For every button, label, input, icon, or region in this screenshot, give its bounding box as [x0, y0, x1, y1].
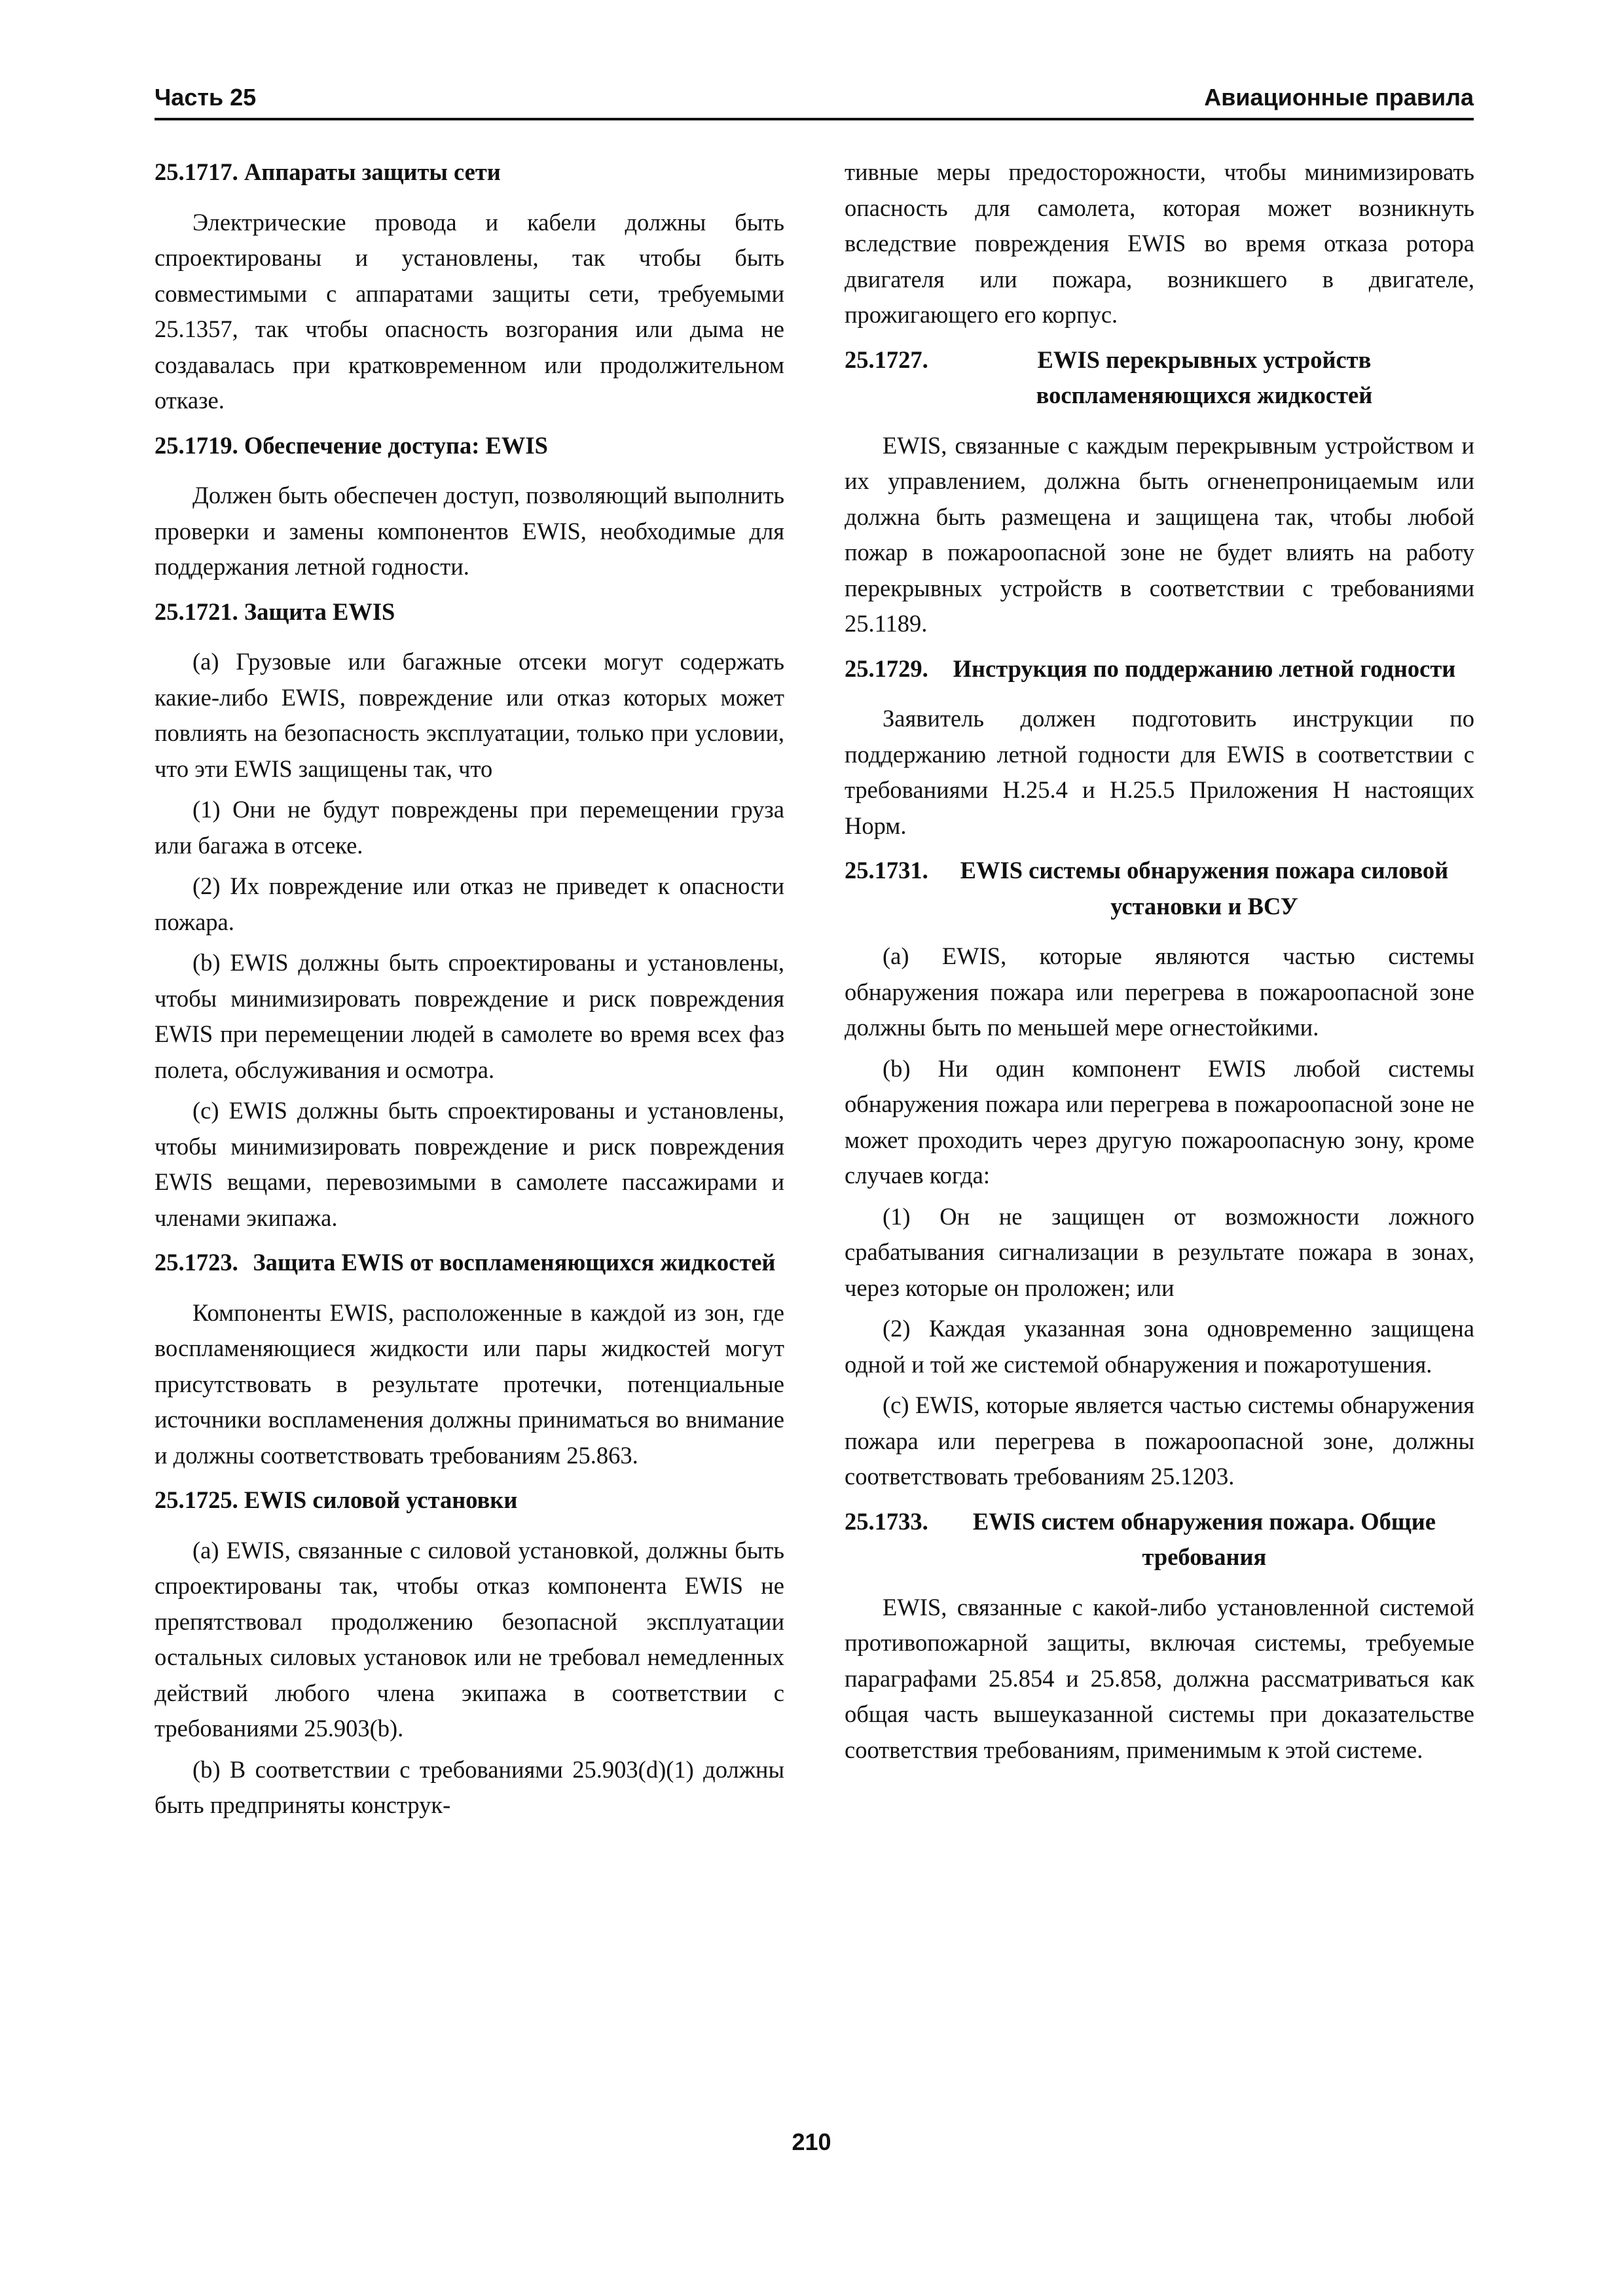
section-title: EWIS системы обнаружения пожара силовой установки и ВСУ	[960, 857, 1449, 920]
paragraph: EWIS, связанные с каждым перекрывным устройством и их управлением, должна быть огненепроницаемым или должна быть размещена и защищена так, чтобы любой пожар в пожароопасной зоне не будет влиять на работу перекрывных устройств в соответствии с требованиями 25.1189.	[845, 431, 1474, 637]
section-heading-1729	[845, 651, 1474, 687]
paragraph: (a) EWIS, связанные с силовой установкой, должны быть спроектированы так, чтобы отказ компонента EWIS не препятствовал продолжению безопасной эксплуатации остальных силовых установок или не требовал немедленных действий любого члена экипажа в соответствии с требованиями 25.903(b).	[155, 1536, 784, 1742]
section-title: EWIS силовой установки	[244, 1486, 518, 1513]
paragraph: (a) Грузовые или багажные отсеки могут содержать какие-либо EWIS, повреждение или отказ которых может повлиять на безопасность эксплуатации, только при условии, что эти EWIS защищены так, что	[155, 648, 784, 782]
section-title: EWIS систем обнаружения пожара. Общие требования	[972, 1507, 1436, 1570]
paragraph: (1) Они не будут повреждены при перемещении груза или багажа в отсеке.	[155, 796, 784, 859]
section-title: Защита EWIS от воспламеняющихся жидкостей	[253, 1249, 776, 1276]
section-number: 25.1719.	[155, 431, 244, 459]
section-title: Обеспечение доступа: EWIS	[244, 431, 548, 459]
section-title: Аппараты защиты сети	[244, 158, 501, 185]
section-heading-1731	[845, 853, 1474, 924]
section-number: 25.1727.	[845, 346, 934, 373]
paragraph: (b) Ни один компонент EWIS любой системы обнаружения пожара или перегрева в пожароопасной зоне не может проходить через другую пожароопасную зону, кроме случаев когда:	[845, 1054, 1474, 1189]
section-heading-1727	[845, 342, 1474, 414]
paragraph: (a) EWIS, которые являются частью системы обнаружения пожара или перегрева в пожароопасной зоне должны быть по меньшей мере огнестойкими.	[845, 942, 1474, 1041]
paragraph: Заявитель должен подготовить инструкции по поддержанию летной годности для EWIS в соответствии с требованиями H.25.4 и H.25.5 Приложения H настоящих Норм.	[845, 705, 1474, 839]
paragraph: Должен быть обеспечен доступ, позволяющий выполнить проверки и замены компонентов EWIS, необходимые для поддержания летной годности.	[155, 482, 784, 580]
section-number: 25.1723.	[155, 1249, 244, 1276]
page-header	[155, 77, 1474, 120]
section-heading-1725	[155, 1482, 784, 1518]
section-number: 25.1717.	[155, 158, 244, 185]
section-heading-1733	[845, 1504, 1474, 1575]
paragraph: Электрические провода и кабели должны быть спроектированы и установлены, так чтобы быть совместимыми с аппаратами защиты сети, требуемыми 25.1357, так чтобы опасность возгорания или дыма не создавалась при кратковременном или продолжительном отказе.	[155, 208, 784, 414]
paragraph-continuation: тивные меры предосторожности, чтобы минимизировать опасность для самолета, которая может возникнуть вследствие повреждения EWIS во время отказа ротора двигателя или пожара, возникшего в двигателе, прожигающего его корпус.	[845, 158, 1474, 328]
section-number: 25.1731.	[845, 857, 934, 884]
section-heading-1717	[155, 154, 784, 190]
section-number: 25.1721.	[155, 598, 244, 625]
right-column	[845, 154, 1474, 1773]
section-title: Защита EWIS	[244, 598, 395, 625]
paragraph: (b) В соответствии с требованиями 25.903(d)(1) должны быть предприняты конструк-	[155, 1755, 784, 1818]
section-number: 25.1725.	[155, 1486, 244, 1513]
section-number: 25.1733.	[845, 1507, 934, 1535]
left-column	[155, 154, 784, 1829]
paragraph: (c) EWIS, которые является частью системы обнаружения пожара или перегрева в пожароопасной зоне, должны соответствовать требованиям 25.1203.	[845, 1391, 1474, 1490]
paragraph: (b) EWIS должны быть спроектированы и установлены, чтобы минимизировать повреждение и риск повреждения EWIS при перемещении людей в самолете во время всех фаз полета, обслуживания и осмотра.	[155, 949, 784, 1083]
section-heading-1721	[155, 594, 784, 630]
section-number: 25.1729.	[845, 655, 934, 682]
header-title: Авиационные правила	[1204, 84, 1474, 111]
section-title: EWIS перекрывных устройств воспламеняющихся жидкостей	[1036, 346, 1373, 408]
paragraph: (2) Каждая указанная зона одновременно защищена одной и той же системой обнаружения и пожаротушения.	[845, 1315, 1474, 1378]
paragraph: EWIS, связанные с какой-либо установленной системой противопожарной защиты, включая системы, требуемые параграфами 25.854 и 25.858, должна рассматриваться как общая часть вышеуказанной системы при доказательстве соответствия требованиям, применимым к этой системе.	[845, 1593, 1474, 1763]
paragraph: Компоненты EWIS, расположенные в каждой из зон, где воспламеняющиеся жидкости или пары жидкостей могут присутствовать в результате протечки, потенциальные источники воспламенения должны приниматься во внимание и должны соответствовать требованиям 25.863.	[155, 1299, 784, 1469]
paragraph: (2) Их повреждение или отказ не приведет к опасности пожара.	[155, 872, 784, 935]
section-title: Инструкция по поддержанию летной годности	[953, 655, 1456, 682]
section-heading-1723	[155, 1245, 784, 1281]
section-heading-1719	[155, 428, 784, 464]
paragraph: (1) Он не защищен от возможности ложного срабатывания сигнализации в результате пожара в зонах, через которые он проложен; или	[845, 1202, 1474, 1301]
header-part: Часть 25	[155, 84, 257, 111]
paragraph: (c) EWIS должны быть спроектированы и установлены, чтобы минимизировать повреждение и риск повреждения EWIS вещами, перевозимыми в самолете пассажирами и членами экипажа.	[155, 1097, 784, 1231]
page-number: 210	[792, 2128, 831, 2155]
